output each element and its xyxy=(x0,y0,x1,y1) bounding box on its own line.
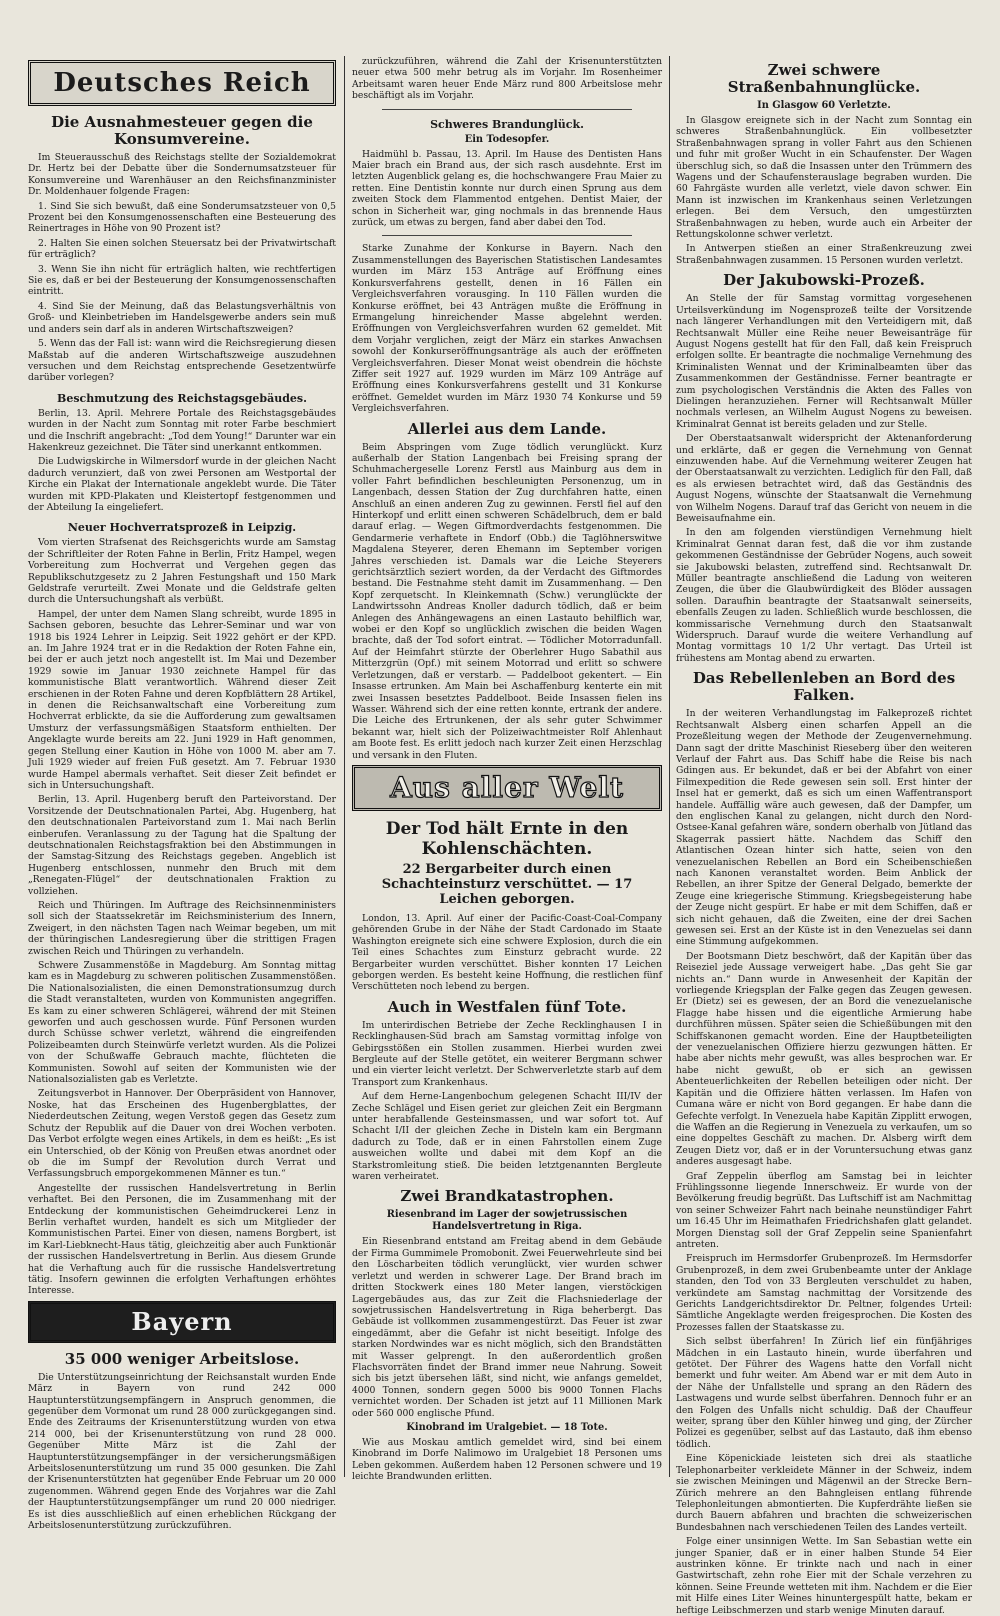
article-headline: Neuer Hochverratsprozeß in Leipzig. xyxy=(67,521,297,535)
article-paragraph: Reich und Thüringen. Im Auftrage des Reichsinnenministers soll sich der Staatssekretär im Reichsministerium des Innern, Zweigert, in den nächsten Tagen nach Weimar begeben, um mit der thüringischen Landesregierung über die strittigen Fragen zwischen Reich und Thüringen zu verhandeln. xyxy=(28,899,336,957)
article-paragraph: Vom vierten Strafsenat des Reichsgerichts wurde am Samstag der Schriftleiter der Roten Fahne in Berlin, Fritz Hampel, wegen Vorbereitung zum Hochverrat und Vergehen gegen das Republikschutzgesetz zu 2 Jahren Festungshaft und 150 Mark Geldstrafe verurteilt. Zwei Monate und die Geldstrafe gelten durch die Untersuchungshaft als verbüßt. xyxy=(28,537,336,606)
article-paragraph: 1. Sind Sie sich bewußt, daß eine Sonderumsatzsteuer von 0,5 Prozent bei den Konsumgenossenschaften eine Besteuerung des Reinertrages in Höhe von 90 Prozent ist? xyxy=(28,200,336,235)
article-headline: Auch in Westfalen fünf Tote. xyxy=(387,997,627,1016)
article-headline: Der Jakubowski-Prozeß. xyxy=(723,271,925,290)
article-paragraph: Auf dem Herne-Langenbochum gelegenen Schacht III/IV der Zeche Schlägel und Eisen geriet zur gleichen Zeit ein Bergmann unter herabfallende Gesteinsmassen, und war sofort tot. Auf Schacht I/II der gleichen Zeche in Disteln kam ein Bergmann dadurch zu Tode, daß er in einen Fahrstollen einem Zuge ausweichen wollte und dabei mit dem Kopf an die Starkstromleitung stieß. Die beiden letztgenannten Bergleute waren verheiratet. xyxy=(352,1091,662,1183)
article-paragraph: Der Oberstaatsanwalt widerspricht der Aktenanforderung und erklärte, daß er gegen die Vernehmung von Gennat einzuwenden habe. Auf die Vernehmung weiterer Zeugen hat der Oberstaatsanwalt zu verzichten. Lediglich für den Fall, daß es als erwiesen betrachtet wird, daß das Geständnis des August Nogens, wünschte der Staatsanwalt die Vernehmung von Wilhelm Nogens. Darauf traf das Gericht von neuem in die Beweisaufnahme ein. xyxy=(676,433,972,524)
article-headline: Zwei Brandkatastrophen. xyxy=(400,1187,614,1206)
article-paragraph: Eine Köpenickiade leisteten sich drei als staatliche Telephonarbeiter verkleidete Männer in der Schweiz, indem sie zwischen Meiningen und Mägenwil an der Strecke Bern–Zürich mehrere an den Bahngleisen entlang führende Telephonleitungen abmontierten. Die Kupferdrähte ließen sie durch Bauern abfahren und brachten die schweizerischen Bundesbahnen nach verschiedenen Teilen des Landes verteilt. xyxy=(676,1453,972,1533)
article-paragraph: 2. Halten Sie einen solchen Steuersatz bei der Privatwirtschaft für erträglich? xyxy=(28,237,336,261)
article-paragraph: Freispruch im Hermsdorfer Grubenprozeß. Im Hermsdorfer Grubenprozeß, in dem zwei Grubenbeamte unter der Anklage standen, den Tod von 33 Bergleuten verschuldet zu haben, verkündete am Samstag nachmittag der Vorsitzende des Gerichts Landgerichtsdirektor Dr. Peltner, folgendes Urteil: Sämtliche Angeklagte werden freigesprochen. Die Kosten des Prozesses fallen der Staatskasse zu. xyxy=(676,1253,972,1333)
article-headline: Zwei schwere Straßenbahnunglücke. xyxy=(727,61,921,96)
section-banner-bayern xyxy=(28,1301,336,1343)
article-paragraph: An Stelle der für Samstag vormittag vorgesehenen Urteilsverkündung im Nogensprozeß teilte der Vorsitzende nach längerer Verhandlungen mit den Verteidigern mit, daß Rechtsanwalt Müller eine Reihe neuer Beweisanträge für August Nogens gestellt hat für den Fall, daß kein Freispruch erfolgen sollte. Er beantragte die nochmalige Vernehmung des Kriminalisten Wennat und der Kriminalbeamten über das Zusammenkommen der Geständnisse. Ferner beantragte er zum psychologischen Verständnis die Akten des Falles von Dielingen heranzuziehen. Ferner will Rechtsanwalt Müller nochmals verlesen, an Wilhelm August Nogens zu beweisen. Kriminalrat Gennat ist bereits geladen und zur Stelle. xyxy=(676,293,972,430)
article-paragraph: In Glasgow ereignete sich in der Nacht zum Sonntag ein schweres Straßenbahnunglück. Ein vollbesetzter Straßenbahnwagen sprang in voller Fahrt aus den Schienen und fuhr mit großer Wucht in ein Schaufenster. Der Wagen überschlug sich, so daß die Insassen unter den Trümmern des Wagens und der Schaufensterauslage begraben wurden. Die 60 Fahrgäste wurden alle verletzt, viele davon schwer. Ein Mann ist inzwischen im Krankenhaus seinen Verletzungen erlegen. Bei dem Versuch, den umgestürzten Straßenbahnwagen zu heben, wurde auch ein Arbeiter der Rettungskolonne schwer verletzt. xyxy=(676,115,972,241)
article-paragraph: 4. Sind Sie der Meinung, daß das Belastungsverhältnis von Groß- und Kleinbetrieben im Handelsgewerbe anders sein muß und anders sein darf als in anderen Wirtschaftszweigen? xyxy=(28,300,336,335)
article-paragraph: London, 13. April. Auf einer der Pacific-Coast-Coal-Company gehörenden Grube in der Nähe der Stadt Cardonado im Staate Washington ereignete sich eine schwere Explosion, durch die ein Teil eines Schachtes zum Einsturz gebracht wurde. 22 Bergarbeiter wurden verschüttet. Bisher konnten 17 Leichen geborgen werden. Es besteht keine Hoffnung, die restlichen fünf Verschütteten noch lebend zu bergen. xyxy=(352,912,662,993)
article-subheadline: 22 Bergarbeiter durch einen Schachteinsturz verschüttet. — 17 Leichen geborgen. xyxy=(381,861,633,907)
article-paragraph: Haidmühl b. Passau, 13. April. Im Hause des Dentisten Hans Maier brach ein Brand aus, der sich rasch ausdehnte. Erst im letzten Augenblick gelang es, die hochschwangere Frau Maier zu retten. Eine Dentistin konnte nur durch einen Sprung aus dem zweiten Stock dem Flammentod entgehen. Dentist Maier, der schon in Sicherheit war, ging nochmals in das brennende Haus zurück, um etwas zu bergen, fand aber dabei den Tod. xyxy=(352,148,662,229)
article-paragraph: Berlin, 13. April. Hugenberg beruft den Parteivorstand. Der Vorsitzende der Deutschnationalen Partei, Abg. Hugenberg, hat den deutschnationalen Parteivorstand zum 1. Mai nach Berlin einberufen. Veranlassung zu der Tagung hat die Spaltung der deutschnationalen Reichstagsfraktion bei den Abstimmungen in der Samstag-Sitzung des Reichstags gegeben. Angeblich ist Hugenberg entschlossen, nunmehr den Bruch mit dem „Renegaten-Flügel“ der deutschnationalen Fraktion zu vollziehen. xyxy=(28,794,336,897)
article-paragraph: Berlin, 13. April. Mehrere Portale des Reichstagsgebäudes wurden in der Nacht zum Sonntag mit roter Farbe beschmiert und die Inschrift angebracht: „Tod dem Young!“ Darunter war ein Hakenkreuz gezeichnet. Die Täter sind unerkannt entkommen. xyxy=(28,407,336,453)
article-subheadline: Kinobrand im Uralgebiet. — 18 Tote. xyxy=(406,1421,608,1433)
article-headline: Beschmutzung des Reichstagsgebäudes. xyxy=(57,391,307,405)
article-headline: Die Ausnahmesteuer gegen die Konsumvereine. xyxy=(51,113,313,148)
article-paragraph: 5. Wenn das der Fall ist: wann wird die Reichsregierung diesen Maßstab auf die anderen Wirtschaftszweige auszudehnen versuchen und dem Reichstag entsprechende Gesetzentwürfe darüber vorlegen? xyxy=(28,338,336,384)
divider xyxy=(382,109,632,110)
article-paragraph: Die Unterstützungseinrichtung der Reichsanstalt wurden Ende März in Bayern von rund 242 000 Hauptunterstützungsempfängern in Anspruch genommen, die gegenüber dem Vormonat um rund 28 000 zurückgegangen sind. Ende des Zeitraums der Krisenunterstützung wurden von etwa 214 000, bei der Krisenunterstützung von rund 28 000. Gegenüber Mitte März ist die Zahl der Hauptunterstützungsempfänger in der versicherungsmäßigen Arbeitslosenunterstützung um rund 35 000 gesunken. Die Zahl der Krisenunterstützten hat gegenüber Ende Februar um 20 000 zugenommen. Während gegen Ende des Vorjahres war die Zahl der Hauptunterstützungsempfänger um rund 20 000 niedriger. Es ist dies ausschließlich auf einen erheblichen Rückgang der Arbeitslosenunterstützung zurückzuführen. xyxy=(28,1371,336,1532)
article-paragraph: Im Steuerausschuß des Reichstags stellte der Sozialdemokrat Dr. Hertz bei der Debatte über die Sondernumsatzsteuer für Konsumvereine und Warenhäuser an den Reichsfinanzminister Dr. Moldenhauer folgende Fragen: xyxy=(28,152,336,198)
article-paragraph: Schwere Zusammenstöße in Magdeburg. Am Sonntag mittag kam es in Magdeburg zu schweren politischen Zusammenstößen. Die Nationalsozialisten, die einen Demonstrationsumzug durch die Stadt veranstalteten, wurden von Kommunisten angegriffen. Es kam zu einer schweren Schlägerei, während der mit Steinen geworfen und auch geschossen wurde. Fünf Personen wurden durch Schüsse schwer verletzt, während die eingreifenden Polizeibeamten durch Steinwürfe verletzt wurden. Als die Polizei von der Schußwaffe Gebrauch machte, flüchteten die Kommunisten. Sowohl auf seiten der Kommunisten wie der Nationalsozialisten gab es Verletzte. xyxy=(28,960,336,1086)
article-paragraph: Sich selbst überfahren! In Zürich lief ein fünfjähriges Mädchen in ein Lastauto hinein, wurde überfahren und getötet. Der Führer des Wagens hatte den Vorfall nicht bemerkt und fuhr weiter. Am Abend war er mit dem Auto in der Nähe der Unfallstelle und sprang an den Rädern des Lastwagens und wurde selbst überfahren. Dennoch fuhr er an den Folgen des Unfalls nicht schuldig. Daß der Chauffeur weiter, sprang über den Kühler hinweg und ging, der Zürcher Polizei es gegenüber, selbst auf das Lastauto, daß ihm ebenso tödlich. xyxy=(676,1336,972,1450)
article-headline: 35 000 weniger Arbeitslose. xyxy=(64,1349,300,1368)
article-paragraph: In Antwerpen stießen an einer Straßenkreuzung zwei Straßenbahnwagen zusammen. 15 Personen wurden verletzt. xyxy=(676,243,972,266)
column-2 xyxy=(352,56,662,1483)
section-title: Deutsches Reich xyxy=(53,68,311,98)
article-paragraph: Starke Zunahme der Konkurse in Bayern. Nach den Zusammenstellungen des Bayerischen Statistischen Landesamtes wurden im März 153 Anträge auf Eröffnung eines Konkursverfahrens gestellt, denen in 16 Fällen ein Vergleichsverfahren vorausging. In 110 Fällen wurden die Konkurse eröffnet, bei 43 Anträgen mußte die Eröffnung in Ermangelung hinreichender Masse abgelehnt werden. Eröffnungen von Vergleichsverfahren wurden 62 gemeldet. Mit dem Vorjahr verglichen, zeigt der März ein starkes Anwachsen sowohl der Konkurseröffnungsanträge als auch der eröffneten Vergleichsverfahren. Dieser Monat weist obendrein die höchste Ziffer seit 1927 auf. 1929 wurden im März 109 Anträge auf Eröffnung eines Konkursverfahrens gestellt und 31 Konkurse eröffnet. Gemeldet wurden im März 1930 74 Konkurse und 59 Vergleichsverfahren. xyxy=(352,243,662,415)
article-paragraph: Die Ludwigskirche in Wilmersdorf wurde in der gleichen Nacht dadurch verunziert, daß von zwei Personen am Westportal der Kirche ein Plakat der Internationale angeklebt wurde. Die Täter wurden mit KPD-Plakaten und Kleistertopf festgenommen und der Abteilung Ia eingeliefert. xyxy=(28,456,336,513)
article-headline: Schweres Brandunglück. xyxy=(430,117,584,131)
article-subheadline: In Glasgow 60 Verletzte. xyxy=(757,100,891,111)
article-paragraph: Hampel, der unter dem Namen Slang schreibt, wurde 1895 in Sachsen geboren, besuchte das Lehrer-Seminar und war von 1918 bis 1924 Lehrer in Leipzig. Seit 1922 gehört er der KPD. an. Im Jahre 1924 trat er in die Redaktion der Roten Fahne ein, bei der er auch jetzt noch angestellt ist. Im Mai und Dezember 1929 sowie im Januar 1930 zeichnete Hampel für das kommunistische Blatt verantwortlich. Während dieser Zeit erschienen in der Roten Fahne und deren Kopfblättern 28 Artikel, in denen die Reichsanwaltschaft eine Vorbereitung zum Hochverrat erblickte, da sie die Aufforderung zum gewaltsamen Umsturz der verfassungsmäßigen Staatsform enthielten. Der Angeklagte wurde bereits am 22. Juni 1929 in Haft genommen, gegen Stellung einer Kaution in Höhe von 1000 M. aber am 7. Juli 1929 wieder auf freien Fuß gesetzt. Am 7. Februar 1930 wurde Hampel abermals verhaftet. Seit dieser Zeit befindet er sich in Untersuchungshaft. xyxy=(28,608,336,791)
article-paragraph: Der Bootsmann Dietz beschwört, daß der Kapitän über das Reiseziel jede Aussage verweigert habe. „Das geht Sie gar nichts an.“ Dann wurde in Anwesenheit der Kapitän der vorliegende Kriegsplan der Falke gegen das Zeugen gewesen. Er (Dietz) sei es gewesen, der an Bord die venezuelanische Flagge habe hissen und die eigentliche Armierung habe durchführen müssen. Später seien die Schießübungen mit den Schiffskanonen gemacht worden. Eine der Hauptbeteiligten der venezuelanischen Offiziere hierzu gezwungen hätten. Er habe aber nichts mehr gewußt, was alles besprochen war. Er habe nicht gewußt, ob er sich an gewissen Abenteuerlichkeiten der Rebellen beteiligen oder nicht. Der Kapitän und die Offiziere hätten verlassen. Im Hafen von Cumana wäre er nicht von Bord gegangen. Er habe dann die Gefechte verfolgt. In Venezuela habe Kapitän Zipplitt erwogen, die Waffen an die Regierung in Venezuela zu verkaufen, um so eine doppeltes Geschäft zu machen. Dr. Alsberg wirft dem Zeugen Dietz vor, daß er in der Voruntersuchung etwas ganz anderes ausgesagt habe. xyxy=(676,950,972,1168)
section-title: Bayern xyxy=(131,1306,233,1336)
column-rule xyxy=(344,56,345,1477)
section-banner-aus-aller-welt xyxy=(352,765,662,811)
article-paragraph: zurückzuführen, während die Zahl der Krisenunterstützten neuer etwa 500 mehr betrug als im Vorjahr. Im Rosenheimer Arbeitsamt waren heuer Ende März rund 800 Arbeitslose mehr beschäftigt als im Vorjahr. xyxy=(352,56,662,102)
article-subheadline: Ein Todesopfer. xyxy=(464,133,550,145)
article-paragraph: Wie aus Moskau amtlich gemeldet wird, sind bei einem Kinobrand im Dorfe Nalimowo im Uralgebiet 18 Personen ums Leben gekommen. Außerdem haben 12 Personen schwere und 19 leichte Brandwunden erlitten. xyxy=(352,1436,662,1483)
article-paragraph: Im unterirdischen Betriebe der Zeche Recklinghausen I in Recklinghausen-Süd brach am Samstag vormittag infolge von Gebirgsstößen ein Stollen zusammen. Hierbei wurden zwei Bergleute auf der Stelle getötet, ein weiterer Bergmann schwer und ein vierter leicht verletzt. Der Schwerverletzte starb auf dem Transport zum Krankenhaus. xyxy=(352,1019,662,1088)
article-headline: Allerlei aus dem Lande. xyxy=(407,419,607,438)
article-paragraph: Graf Zeppelin überflog am Samstag bei in leichter Frühlingssonne liegende Innerschweiz. Er wurde von der Bevölkerung freudig begrüßt. Das Luftschiff ist am Nachmittag von seiner Schweizer Fahrt nach beinahe neunstündiger Fahrt um 16.45 Uhr im Heimathafen Friedrichshafen glatt gelandet. Morgen Dienstag soll der Graf Zeppelin seine Spanienfahrt antreten. xyxy=(676,1170,972,1250)
article-paragraph: In den am folgenden vierstündigen Vernehmung hielt Kriminalrat Gennat daran fest, daß die vor ihm zustande gekommenen Geständnisse der Gebrüder Nogens, auch soweit sie Jakubowski belasten, zutreffend sind. Rechtsanwalt Dr. Müller beantragte anschließend die Ladung von weiteren Zeugen, die über die Glaubwürdigkeit des Blöder aussagen sollen. Daraufhin beantragte der Staatsanwalt seinerseits, ebenfalls Zeugen zu laden. Schließlich wurde beschlossen, die kommissarische Vernehmung durch den Staatsanwalt Widerspruch. Darauf wurde die weitere Verhandlung auf Montag vormittags 10 1/2 Uhr vertagt. Das Urteil ist frühestens am Montag abend zu erwarten. xyxy=(676,527,972,664)
article-paragraph: 3. Wenn Sie ihn nicht für erträglich halten, wie rechtfertigen Sie es, daß er bei der Besteuerung der Konsumgenossenschaften eintritt. xyxy=(28,263,336,298)
column-rule xyxy=(669,56,670,1477)
article-paragraph: Angestellte der russischen Handelsvertretung in Berlin verhaftet. Bei den Personen, die im Zusammenhang mit der Entdeckung der kommunistischen Geheimdruckerei Lenz in Berlin verhaftet wurden, handelt es sich um Mitglieder der Kommunistischen Partei. Einer von diesen, namens Borgbert, ist im Karl-Liebknecht-Haus tätig, gleichzeitig aber auch Funktionär der russischen Handelsvertretung in Berlin. Aus diesem Grunde hat die Verhaftung auch für die russische Handelsvertretung tätig. Insofern gewinnen die erfolgten Verhaftungen erhöhtes Interesse. xyxy=(28,1182,336,1297)
article-paragraph: Ein Riesenbrand entstand am Freitag abend in dem Gebäude der Firma Gummimele Promobonit. Zwei Feuerwehrleute sind bei den Löscharbeiten tödlich verunglückt, vier wurden schwer verletzt und werden in schwerer Lage. Der Brand brach im dritten Stockwerk eines 180 Meter langen, vierstöckigen Lagergebäudes aus, das zur Zeit die Flachsniederlage der sowjetrussischen Handelsvertretung in Riga beherbergt. Das Gebäude ist vollkommen zusammengestürzt. Das Feuer ist zwar eingedämmt, aber die Gefahr ist nicht beseitigt. Infolge des starken Nordwindes war es nicht möglich, sich den Brandstätten mit Wasser gelprengt. In den außerordentlich großen Flachsvorräten findet der Brand immer neue Nahrung. Soweit sich bis jetzt übersehen läßt, sind nicht, wie anfangs gemeldet, 4000 Tonnen, sondern gegen 5000 bis 9000 Tonnen Flachs vernichtet worden. Der Schaden ist jetzt auf 11 Millionen Mark oder 560 000 englische Pfund. xyxy=(352,1236,662,1419)
section-banner-deutsches-reich xyxy=(28,60,336,106)
article-headline: Das Rebellenleben an Bord des Falken. xyxy=(692,669,956,705)
article-paragraph: In der weiteren Verhandlungstag im Falkeprozeß richtet Rechtsanwalt Alsberg einen scharfen Appell an die Prozeßleitung wegen der Methode der Zeugenvernehmung. Dann sagt der dritte Maschinist Rieseberg über den weiteren Verlauf der Fahrt aus. Das Schiff habe die Reise bis nach Gdingen aus. Er bekundet, daß er bei der Abfahrt von einer Filmexpedition die Rede gewesen sein soll. Erst hinter der Insel hat er gemerkt, daß es sich um einen Waffentransport handele. Auffällig wäre auch gewesen, daß der Dampfer, um den englischen Kanal zu gelangen, nicht durch den Nord-Ostsee-Kanal gefahren wäre, sondern oberhalb von Jütland das Skagerrak passiert hätte. Nachdem das Schiff den Atlantischen Ozean hinter sich hatte, seien von den venezuelanischen Rebellen an Bord ein Scheibenschießen nach Kanonen veranstaltet worden. Beim Anblick der Rebellen, an ihrer Spitze der General Delgado, bemerkte der Zeuge eine kriegerische Stimmung. Kriegsbegeisterung habe der Zeuge nicht gespürt. Er habe er mit dem Schiffen, daß er sich nicht gehauen, daß die Zweiten, eine der drei Sachen gewesen sei. Erst an der Küste ist in den Venezuelas sei dann eine Stimmung aufgekommen. xyxy=(676,708,972,948)
article-headline: Der Tod hält Ernte in den Kohlenschächten. xyxy=(385,818,629,859)
section-title: Aus aller Welt xyxy=(390,770,624,804)
article-subheadline: Riesenbrand im Lager der sowjetrussischen Handelsvertretung in Riga. xyxy=(386,1209,628,1233)
article-paragraph: Folge einer unsinnigen Wette. Im San Sebastian wette ein junger Spanier, daß er in einer halben Stunde 54 Eier austrinken könne. Er trinkte nach und nach in einer Gastwirtschaft, zehn rohe Eier mit der Schale verzehren zu können. Seine Freunde wetteten mit ihm. Nachdem er die Eier mit Hilfe eines Liter Weines hinuntergespült hatte, bekam er heftige Leibschmerzen und starb wenige Minuten darauf. xyxy=(676,1536,972,1616)
article-paragraph: Beim Abspringen vom Zuge tödlich verunglückt. Kurz außerhalb der Station Langenbach bei Freising sprang der Schuhmachergeselle Lorenz Ferstl aus Mainburg aus dem in voller Fahrt befindlichen beschleunigten Personenzug, um in Langenbach, dessen Station der Zug durchfahren hatte, einen Anschluß an einen anderen Zug zu gewinnen. Ferstl fiel auf den Hinterkopf und erlitt einen schweren Schädelbruch, dem er bald darauf erlag. — Wegen Giftmordverdachts festgenommen. Die Gendarmerie verhaftete in Endorf (Obb.) die Taglöhnerswitwe Magdalena Steyerer, deren Ehemann im September vorigen Jahres verschieden ist. Damals war die Leiche Steyerers gerichtsärztlich seziert worden, da der Verdacht des Giftmordes bestand. Die Festnahme steht damit im Zusammenhang. — Den Kopf zerquetscht. In Kleinkemnath (Schw.) verunglückte der Landwirtssohn Andreas Knoller dadurch tödlich, daß er beim Anlegen des Anhängewagens an einen Lastauto behilflich war, wobei er den Kopf so unglücklich zwischen die beiden Wagen brachte, daß der Tod sofort eintrat. — Tödlicher Motorradunfall. Auf der Heimfahrt stürzte der Oberlehrer Hugo Sabathil aus Mitterzgrün (Opf.) mit seinem Motorrad und erlitt so schwere Verletzungen, daß er verstarb. — Paddelboot gekentert. — Ein Insasse ertrunken. Am Main bei Aschaffenburg kenterte ein mit zwei Insassen besetztes Paddelboot. Beide Insassen fielen ins Wasser. Während sich der eine retten konnte, ertrank der andere. Die Leiche des Ertrunkenen, der als sehr guter Schwimmer bekannt war, hielt sich der Polizeiwachtmeister Rolf Ahlenhaut am Boote fest. Es erlitt jedoch nach kurzer Zeit einen Herzschlag und versank in den Fluten. xyxy=(352,441,662,761)
divider xyxy=(382,235,632,236)
column-3 xyxy=(676,56,972,1616)
column-1 xyxy=(28,56,336,1532)
article-paragraph: Zeitungsverbot in Hannover. Der Oberpräsident von Hannover, Noske, hat das Erscheinen des Hugenbergblattes, der Niederdeutschen Zeitung, wegen Verstoß gegen das Gesetz zum Schutz der Republik auf die Dauer von drei Wochen verboten. Das Verbot erfolgte wegen eines Artikels, in dem es heißt: „Es ist ein Unterschied, ob der König von Preußen etwas anordnet oder ob die im Sumpf der Revolution durch Verrat und Verfassungsbruch emporgekommenen Männer es tun.“ xyxy=(28,1088,336,1180)
